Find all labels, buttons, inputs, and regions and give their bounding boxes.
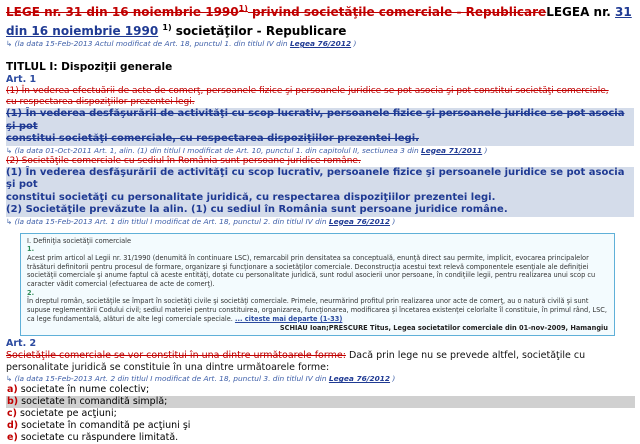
arrow-icon: ↳ [6, 145, 13, 155]
section-title: TITLUL I: Dispoziţii generale [6, 61, 173, 73]
old-title: LEGE nr. 31 din 16 noiembrie 1990$^{1)}$ privind societăţile comerciale - Republicare [6, 4, 547, 19]
list-item: a) societate în nume colectiv; [7, 384, 150, 396]
comment-paragraph: Acest prim articol al Legii nr. 31/1990 (denumită în continuare LSC), remarcabil prin densitatea sa conceptuală, enunţă direct sau permite, implicit, evocarea principalelor trăsături definitorii pentru procesul de formare, organizare şi funcţionare a societăţilor comerciale. Deconstrucţia acestui text relevă componentele esenţiale ale definiţiei societăţii comerciale şi anume faptul că aceste entităţi, dotate cu personalitate juridică, sunt rodul asocierii unor persoane, în condiţiile legii, pentru realizarea unui scop cu caracter vădit comercial (efectuarea de acte de comerţ). [27, 253, 596, 289]
list-item: d) societate în comandită pe acţiuni şi [7, 420, 191, 432]
new-title-prefix: LEGEA nr. [546, 5, 616, 19]
arrow-icon: ↳ [6, 216, 13, 226]
law-document [0, 1, 640, 444]
modification-note: ↳ (la data 01-Oct-2011 Art. 1, alin. (1) din titlul I modificat de Art. 10, punctul 1. din capitolul II, sectiunea 3 din Legea 71/2011 ) [6, 145, 488, 155]
article-2-intro: Societăţile comerciale se vor constitui în una dintre următoarele forme: Dacă prin lege nu se prevede altfel, societăţile cu personalitate juridică se constituie în una dintre următoarele forme: [6, 350, 586, 374]
law-link[interactable]: Legea 76/2012 [328, 216, 391, 226]
arrow-icon: ↳ [6, 39, 13, 48]
document-title: LEGE nr. 31 din 16 noiembrie 1990$^{1)}$ privind societăţile comerciale - RepublicareLEGEA nr. 31 din 16 noiembrie 1990 $^{1)}$ societăţilor - Republicare [6, 4, 632, 38]
law-link[interactable]: Legea 71/2011 [421, 145, 483, 155]
repealed-text: (2) Societăţile comerciale cu sediul în România sunt persoane juridice române. [6, 155, 361, 166]
current-text: (1) În vederea desfăşurării de activităţi cu scop lucrativ, persoanele fizice şi persoanele juridice se pot asocia şi pot constitui societăţi cu personalitate juridică, cu respectarea dispoziţiilor prezentei legi. (2) Societăţile prevăzute la alin. (1) cu sediul în România sunt persoane juridice române. [6, 167, 634, 217]
repealed-highlighted-text: (1) În vederea desfăşurării de activităţi cu scop lucrativ, persoanele fizice şi persoanele juridice se pot asocia şi pot constitui societăţi comerciale, cu respectarea dispoziţiilor prezentei legi. [6, 108, 634, 146]
comment-number: 2. [27, 288, 35, 297]
arrow-icon: ↳ [6, 374, 13, 384]
law-date-link[interactable]: 31 din 16 noiembrie 1990 [6, 5, 632, 38]
doctrine-comment-box [20, 233, 615, 337]
comment-source: SCHIAU Ioan;PRESCURE Titus, Legea societatilor comerciale din 01-nov-2009, Hamangiu [279, 323, 608, 332]
read-more-link[interactable]: ... citeste mai departe (1-33) [234, 314, 343, 323]
comment-paragraph: În dreptul român, societăţile se împart în societăţi civile şi societăţi comerciale. Primele, neurmărind profitul prin realizarea unor acte de comerţ, au o natură civilă şi sunt supuse reglementării Codului civil; sediul materiei pentru constituirea, organizarea, funcţionarea, modificarea şi încetarea existenţei celorlalte îl constituie, în primul rând, LSC, ca lege fundamentală, alături de alte legi comerciale speciale. ... citeste mai departe (1-33) [27, 297, 607, 323]
list-item: e) societate cu răspundere limitată. [7, 432, 179, 444]
list-item: c) societate pe acţiuni; [7, 408, 117, 420]
modification-note: ↳ (la data 15-Feb-2013 Art. 2 din titlul I modificat de Art. 18, punctul 3. din titlul IV din Legea 76/2012 ) [6, 374, 396, 384]
comment-number: 1. [27, 245, 35, 254]
article-2-label[interactable]: Art. 2 [6, 338, 37, 350]
law-link[interactable]: Legea 76/2012 [289, 39, 352, 48]
modification-note: ↳ (la data 15-Feb-2013 Art. 1 din titlul I modificat de Art. 18, punctul 2. din titlul IV din Legea 76/2012 ) [6, 216, 396, 226]
comment-heading: I. Definiţia societăţii comerciale [27, 236, 132, 245]
article-1-label[interactable]: Art. 1 [6, 74, 37, 85]
new-title-suffix: societăţilor - Republicare [171, 24, 347, 38]
company-forms-list [6, 384, 634, 444]
modification-note: ↳ (la data 15-Feb-2013 Actul modificat de Art. 18, punctul 1. din titlul IV din Legea 76/2012 ) [6, 39, 357, 48]
law-link[interactable]: Legea 76/2012 [328, 374, 391, 384]
list-item: b) societate în comandită simplă; [6, 396, 635, 408]
repealed-text: (1) În vederea efectuării de acte de comerţ, persoanele fizice şi persoanele juridice se pot asocia şi pot constitui societăţi comerciale, cu respectarea dispoziţiilor prezentei legi. [6, 86, 609, 107]
